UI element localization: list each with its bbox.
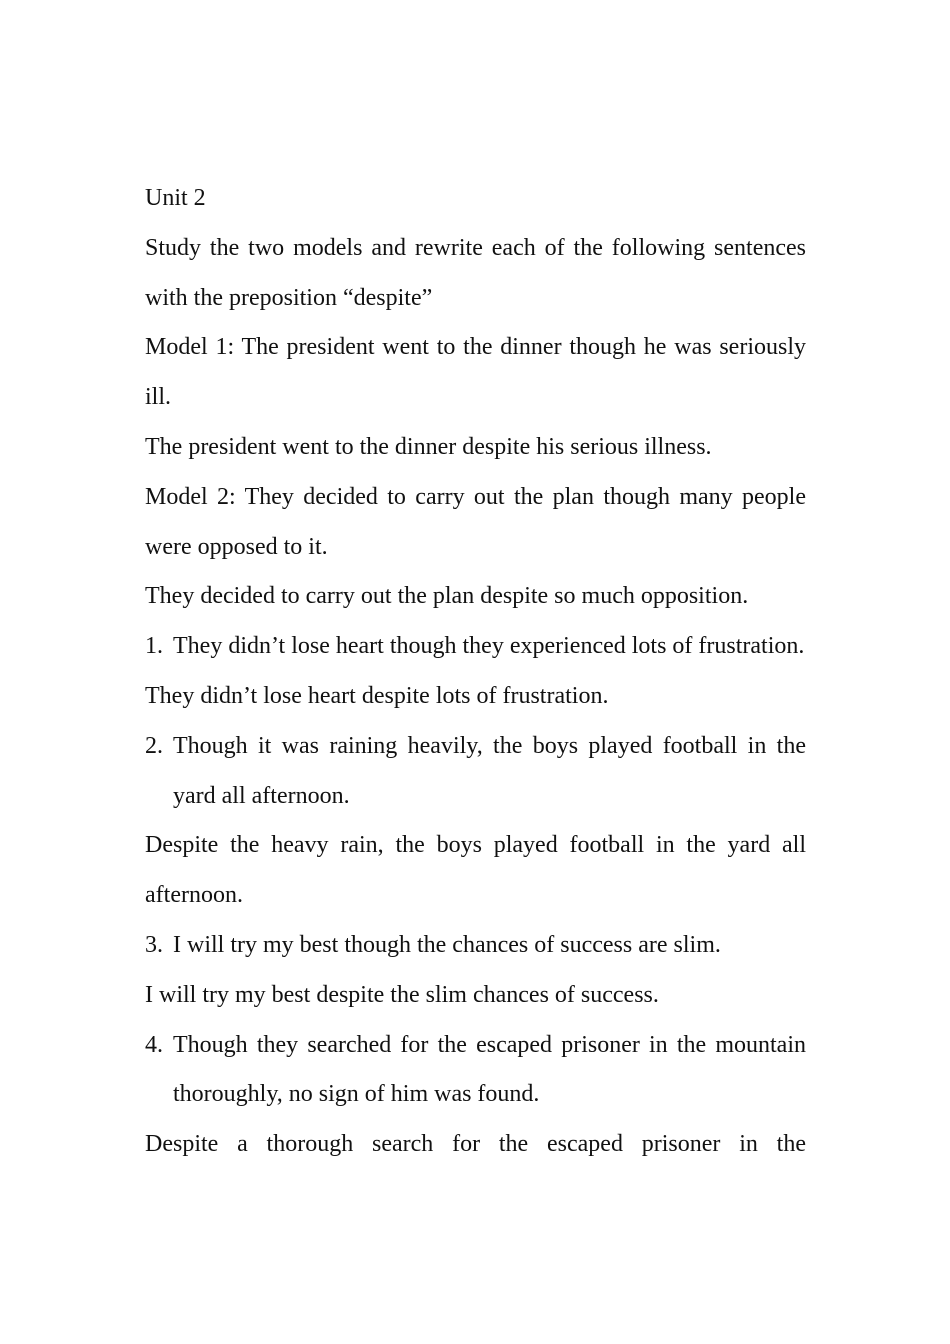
exercise-item-1 [145,622,806,672]
exercise-item-3 [145,921,806,971]
exercise-number: 3. [145,931,163,958]
unit-title: Unit 2 [145,185,206,211]
exercise-answer-2: Despite the heavy rain, the boys played football in the yard all afternoon. [145,832,806,909]
model-1-original: Model 1: The president went to the dinner though he was seriously ill. [145,334,806,411]
exercise-answer-1: They didn’t lose heart despite lots of frustration. [145,682,609,709]
exercise-answer-3: I will try my best despite the slim chances of success. [145,981,659,1008]
exercise-sentence: They didn’t lose heart though they experienced lots of frustration. [173,633,805,660]
exercise-number: 4. [145,1031,163,1058]
exercise-number: 2. [145,732,163,759]
instruction-text: Study the two models and rewrite each of the following sentences with the preposition “despite” [145,234,806,311]
exercise-answer-4: Despite a thorough search for the escaped prisoner in the [145,1131,806,1158]
model-2-rewrite: They decided to carry out the plan despite so much opposition. [145,583,749,610]
model-2-original: Model 2: They decided to carry out the plan though many people were opposed to it. [145,483,806,560]
exercise-number: 1. [145,633,163,660]
exercise-item-4 [145,1021,806,1121]
exercise-sentence: Though they searched for the escaped prisoner in the mountain thoroughly, no sign of him was found. [173,1031,806,1108]
exercise-item-2 [145,722,806,822]
model-1-rewrite: The president went to the dinner despite his serious illness. [145,433,712,460]
document-body [145,174,806,1170]
exercise-sentence: I will try my best though the chances of success are slim. [173,931,721,958]
exercise-sentence: Though it was raining heavily, the boys played football in the yard all afternoon. [173,732,806,809]
